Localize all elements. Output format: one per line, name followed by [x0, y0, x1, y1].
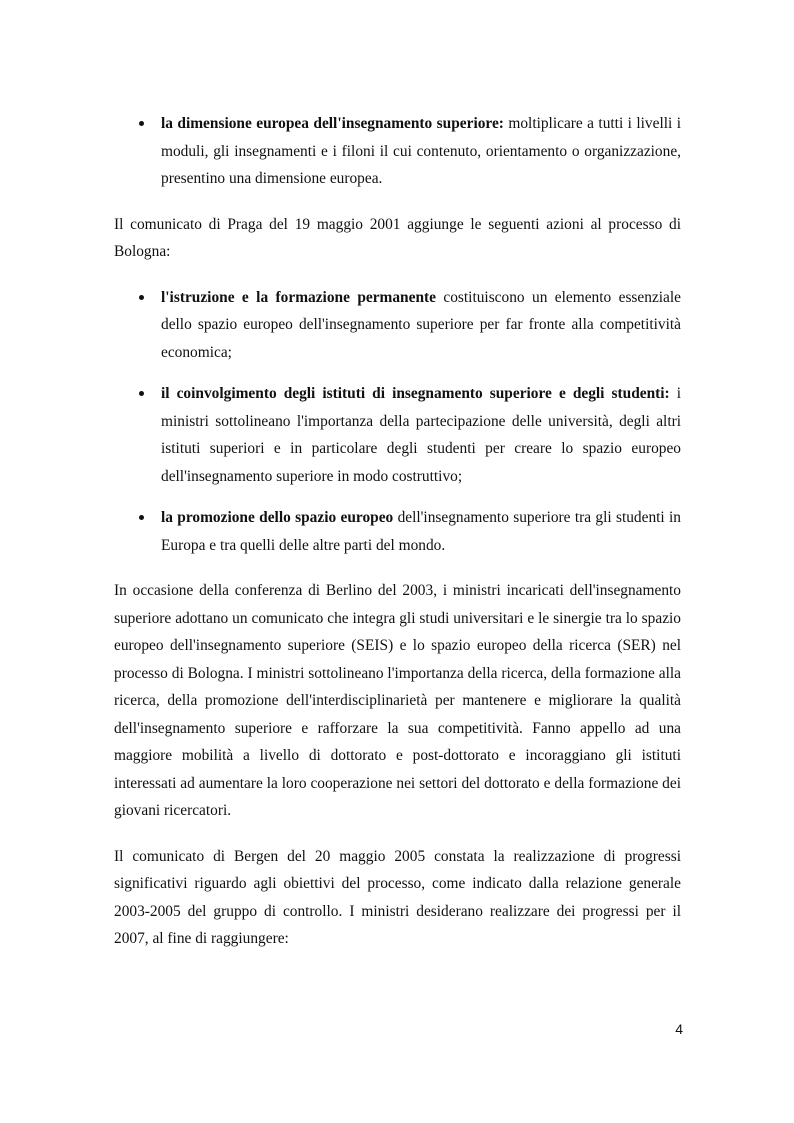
bullet-list-1 [114, 110, 681, 193]
list-item-heading: la dimensione europea dell'insegnamento superiore: [161, 115, 504, 132]
paragraph-berlino: In occasione della conferenza di Berlino del 2003, i ministri incaricati dell'insegnamento superiore adottano un comunicato che integra gli studi universitari e le sinergie tra lo spazio europeo dell'insegnamento superiore (SEIS) e lo spazio europeo della ricerca (SER) nel processo di Bologna. I ministri sottolineano l'importanza della ricerca, della formazione alla ricerca, della promozione dell'interdisciplinarietà per mantenere e migliorare la qualità dell'insegnamento superiore e rafforzare la sua competitività. Fanno appello ad una maggiore mobilità a livello di dottorato e post-dottorato e incoraggiano gli istituti interessati ad aumentare la loro cooperazione nei settori del dottorato e della formazione dei giovani ricercatori. [114, 582, 681, 819]
list-item-heading: il coinvolgimento degli istituti di insegnamento superiore e degli studenti: [161, 385, 670, 402]
bullet-icon [139, 515, 144, 520]
list-item [161, 380, 681, 490]
bullet-list-2 [114, 284, 681, 560]
list-item-heading: l'istruzione e la formazione permanente [161, 288, 436, 306]
document-page [114, 110, 681, 953]
list-item-text: i ministri sottolineano l'importanza della partecipazione delle università, degli altri istituti superiori e in particolare degli studenti per creare lo spazio europeo dell'insegnamento superiore in modo costruttivo; [161, 385, 682, 485]
bullet-icon [139, 121, 144, 126]
paragraph-bergen: Il comunicato di Bergen del 20 maggio 2005 constata la realizzazione di progressi significativi riguardo agli obiettivi del processo, come indicato dalla relazione generale 2003-2005 del gruppo di controllo. I ministri desiderano realizzare dei progressi per il 2007, al fine di raggiungere: [114, 847, 681, 947]
list-item-text: dell'insegnamento superiore tra gli studenti in Europa e tra quelli delle altre parti del mondo. [161, 509, 682, 554]
list-item-text: moltiplicare a tutti i livelli i moduli, gli insegnamenti e i filoni il cui contenuto, orientamento o organizzazione, presentino una dimensione europea. [161, 115, 681, 187]
paragraph-praga: Il comunicato di Praga del 19 maggio 2001 aggiunge le seguenti azioni al processo di Bologna: [114, 215, 681, 260]
list-item [161, 284, 681, 367]
list-item-heading: la promozione dello spazio europeo [161, 509, 394, 526]
list-item-text: costituiscono un elemento essenziale dello spazio europeo dell'insegnamento superiore per far fronte alla competitività economica; [161, 288, 681, 361]
list-item [161, 504, 681, 559]
list-item [161, 110, 681, 193]
bullet-icon [139, 295, 144, 300]
bullet-icon [139, 391, 144, 396]
page-number: 4 [675, 1021, 683, 1037]
